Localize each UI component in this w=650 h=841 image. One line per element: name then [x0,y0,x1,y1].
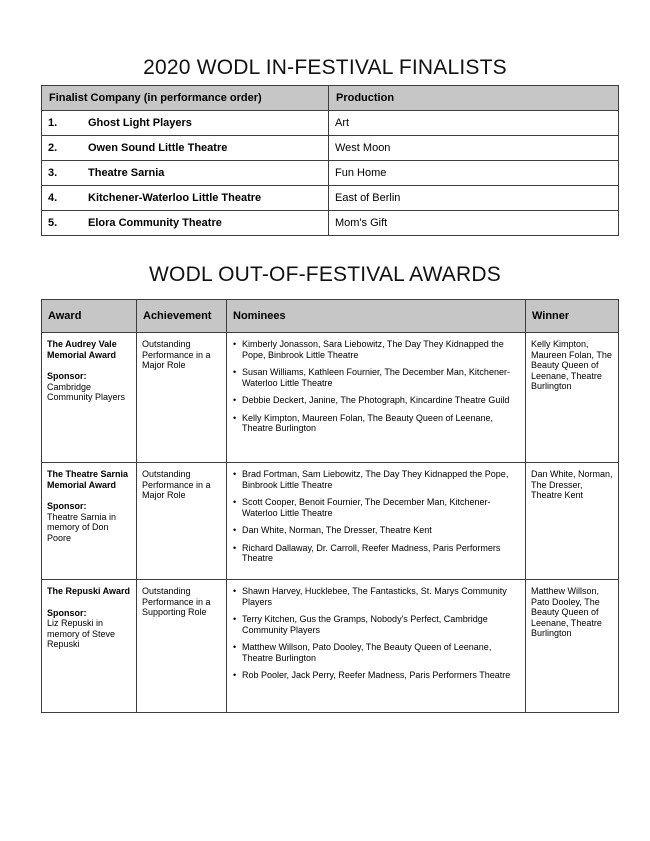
finalist-company-cell [42,186,329,211]
finalists-table [41,85,619,236]
rank-number: 1. [48,117,58,129]
finalist-row [42,186,619,211]
rank-number: 5. [48,217,58,229]
award-cell [42,463,137,580]
rank-number: 4. [48,192,58,204]
nominee-item: • Shawn Harvey, Hucklebee, The Fantasticks, St. Marys Community Players [232,586,520,607]
nominee-item: • Matthew Willson, Pato Dooley, The Beauty Queen of Leenane, Theatre Burlington [232,642,520,663]
nominee-item: • Debbie Deckert, Janine, The Photograph, Kincardine Theatre Guild [232,395,520,406]
award-row [42,333,619,463]
award-row [42,463,619,580]
sponsor-name: Cambridge Community Players [47,381,126,402]
finalists-title: 2020 WODL IN-FESTIVAL FINALISTS [143,56,507,79]
production-name: West Moon [329,136,619,161]
nominee-item: • Scott Cooper, Benoit Fournier, The December Man, Kitchener-Waterloo Little Theatre [232,497,520,518]
awards-header-achievement: Achievement [137,300,227,333]
rank-number: 3. [48,167,58,179]
production-name: Mom's Gift [329,211,619,236]
nominees-list [232,469,520,564]
finalist-company-cell [42,161,329,186]
achievement-cell: Outstanding Performance in a Major Role [137,333,227,463]
company-name: Owen Sound Little Theatre [88,142,228,154]
award-name: The Repuski Award [47,586,131,596]
achievement-cell: Outstanding Performance in a Supporting Role [137,580,227,713]
finalists-header-production: Production [329,86,619,111]
nominees-list [232,586,520,681]
nominee-item: • Kimberly Jonasson, Sara Liebowitz, The Day They Kidnapped the Pope, Binbrook Little Theatre [232,339,520,360]
company-name: Theatre Sarnia [88,167,165,179]
nominees-list [232,339,520,434]
nominees-cell [227,580,526,713]
finalists-header-row [42,86,619,111]
winner-cell: Dan White, Norman, The Dresser, Theatre Kent [526,463,619,580]
nominee-item: • Kelly Kimpton, Maureen Folan, The Beauty Queen of Leenane, Theatre Burlington [232,413,520,434]
company-name: Kitchener-Waterloo Little Theatre [88,192,262,204]
company-name: Ghost Light Players [88,117,192,129]
production-name: Fun Home [329,161,619,186]
nominee-item: • Rob Pooler, Jack Perry, Reefer Madness, Paris Performers Theatre [232,670,520,681]
finalist-row [42,111,619,136]
awards-header-row [42,300,619,333]
nominee-item: • Richard Dallaway, Dr. Carroll, Reefer Madness, Paris Performers Theatre [232,543,520,564]
nominee-item: • Susan Williams, Kathleen Fournier, The December Man, Kitchener-Waterloo Little Theatre [232,367,520,388]
nominees-cell [227,463,526,580]
sponsor-label: Sponsor: [47,501,87,511]
sponsor-label: Sponsor: [47,371,87,381]
sponsor-name: Liz Repuski in memory of Steve Repuski [47,618,116,649]
nominees-cell [227,333,526,463]
production-name: East of Berlin [329,186,619,211]
award-row [42,580,619,713]
finalist-row [42,161,619,186]
nominee-item: • Terry Kitchen, Gus the Gramps, Nobody's Perfect, Cambridge Community Players [232,614,520,635]
sponsor-name: Theatre Sarnia in memory of Don Poore [47,511,117,543]
sponsor-label: Sponsor: [47,607,87,618]
award-cell [42,580,137,713]
nominee-item: • Dan White, Norman, The Dresser, Theatre Kent [232,525,520,536]
award-name: The Audrey Vale Memorial Award [47,339,117,360]
nominee-item: • Brad Fortman, Sam Liebowitz, The Day They Kidnapped the Pope, Binbrook Little Theatre [232,469,520,490]
finalist-row [42,211,619,236]
award-cell [42,333,137,463]
finalist-company-cell [42,211,329,236]
finalist-company-cell [42,136,329,161]
winner-cell: Kelly Kimpton, Maureen Folan, The Beauty Queen of Leenane, Theatre Burlington [526,333,619,463]
awards-header-winner: Winner [526,300,619,333]
company-name: Elora Community Theatre [88,217,222,229]
finalists-header-company: Finalist Company (in performance order) [42,86,329,111]
awards-title: WODL OUT-OF-FESTIVAL AWARDS [149,263,501,286]
production-name: Art [329,111,619,136]
winner-cell: Matthew Willson, Pato Dooley, The Beauty Queen of Leenane, Theatre Burlington [526,580,619,713]
awards-table [41,299,619,713]
awards-header-nominees: Nominees [227,300,526,333]
awards-header-award: Award [42,300,137,333]
finalist-company-cell [42,111,329,136]
achievement-cell: Outstanding Performance in a Major Role [137,463,227,580]
award-name: The Theatre Sarnia Memorial Award [47,469,129,490]
finalist-row [42,136,619,161]
rank-number: 2. [48,142,58,154]
